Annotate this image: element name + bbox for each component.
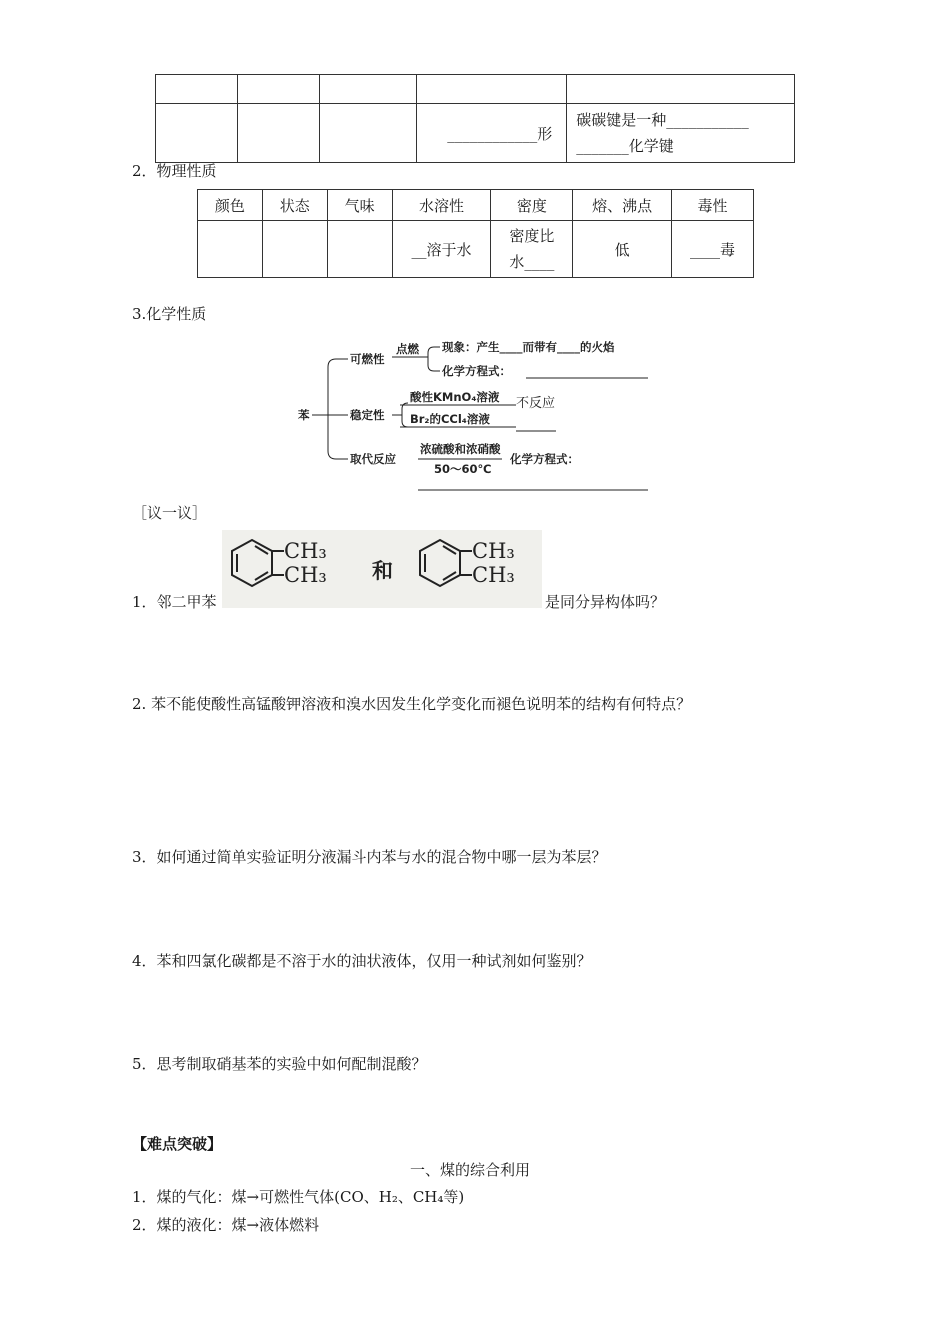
methyl-group-3: CH₃ — [472, 539, 515, 563]
bond-line-2: _______化学键 — [576, 137, 674, 155]
header-solubility: 水溶性 — [392, 190, 491, 221]
shape-text: ____________形 — [447, 124, 553, 143]
value-toxicity: ____毒 — [672, 221, 754, 278]
xylene-structures-image — [222, 530, 542, 608]
header-toxicity: 毒性 — [672, 190, 754, 221]
value-state — [262, 221, 327, 278]
difficulty-subheading: 一、煤的综合利用 — [410, 1161, 531, 1179]
value-odor — [327, 221, 392, 278]
top-table-cell — [237, 75, 319, 104]
structure-connector: 和 — [372, 558, 393, 583]
section-heading-physical: 2．物理性质 — [132, 162, 217, 180]
top-table-cell — [156, 75, 238, 104]
density-line-1: 密度比 — [509, 227, 555, 245]
header-odor: 气味 — [327, 190, 392, 221]
top-table — [155, 74, 795, 163]
discuss-heading: ［议一议］ — [132, 504, 208, 522]
density-line-2: 水____ — [509, 253, 555, 271]
diagram-branch-stability: 稳定性 — [350, 408, 385, 422]
bond-cell — [567, 104, 795, 163]
top-table-cell — [156, 104, 238, 163]
top-table-cell — [319, 104, 417, 163]
diagram-root: 苯 — [298, 408, 310, 422]
difficulty-item-1: 1．煤的气化：煤→可燃性气体(CO、H₂、CH₄等) — [132, 1188, 465, 1206]
difficulty-item-2: 2．煤的液化：煤→液体燃料 — [132, 1216, 320, 1234]
top-table-cell — [567, 75, 795, 104]
diagram-branch-combustion: 可燃性 — [350, 352, 385, 366]
section-heading-chemical: 3.化学性质 — [132, 305, 207, 323]
question-5: 5．思考制取硝基苯的实验中如何配制混酸？ — [132, 1055, 427, 1073]
methyl-group-4: CH₃ — [472, 563, 515, 587]
value-color — [198, 221, 263, 278]
diagram-reagent-acids: 浓硫酸和浓硝酸 — [420, 442, 501, 456]
header-state: 状态 — [262, 190, 327, 221]
difficulty-heading: 【难点突破】 — [132, 1135, 223, 1153]
methyl-group-1: CH₃ — [284, 539, 327, 563]
diagram-equation-label-1: 化学方程式： — [442, 364, 511, 378]
value-melting: 低 — [573, 221, 672, 278]
value-density — [491, 221, 573, 278]
header-color: 颜色 — [198, 190, 263, 221]
value-solubility: __溶于水 — [392, 221, 491, 278]
shape-cell — [417, 104, 567, 163]
question-3: 3．如何通过简单实验证明分液漏斗内苯与水的混合物中哪一层为苯层？ — [132, 848, 607, 866]
diagram-reagent-br2: Br₂的CCl₄溶液 — [410, 412, 490, 426]
question-4: 4．苯和四氯化碳都是不溶于水的油状液体，仅用一种试剂如何鉴别？ — [132, 952, 592, 970]
question-2: 2. 苯不能使酸性高锰酸钾溶液和溴水因发生化学变化而褪色说明苯的结构有何特点？ — [132, 695, 692, 713]
question-1-suffix: 是同分异构体吗？ — [545, 593, 666, 611]
header-density: 密度 — [491, 190, 573, 221]
diagram-temperature: 50～60℃ — [434, 462, 492, 476]
diagram-phenomenon: 现象：产生____而带有____的火焰 — [442, 340, 615, 354]
diagram-reagent-kmno4: 酸性KMnO₄溶液 — [410, 390, 500, 404]
diagram-branch-substitution: 取代反应 — [350, 452, 396, 466]
diagram-equation-label-2: 化学方程式： — [510, 452, 579, 466]
methyl-group-2: CH₃ — [284, 563, 327, 587]
top-table-cell — [237, 104, 319, 163]
bond-line-1: 碳碳键是一种___________ — [576, 111, 749, 129]
physical-properties-table — [197, 189, 754, 278]
header-melting: 熔、沸点 — [573, 190, 672, 221]
diagram-condition-ignite: 点燃 — [396, 342, 419, 356]
top-table-cell — [417, 75, 567, 104]
question-1-prefix: 1．邻二甲苯 — [132, 593, 217, 611]
benzene-properties-diagram — [290, 335, 670, 500]
diagram-result-no-reaction: 不反应 — [516, 396, 556, 411]
top-table-cell — [319, 75, 417, 104]
